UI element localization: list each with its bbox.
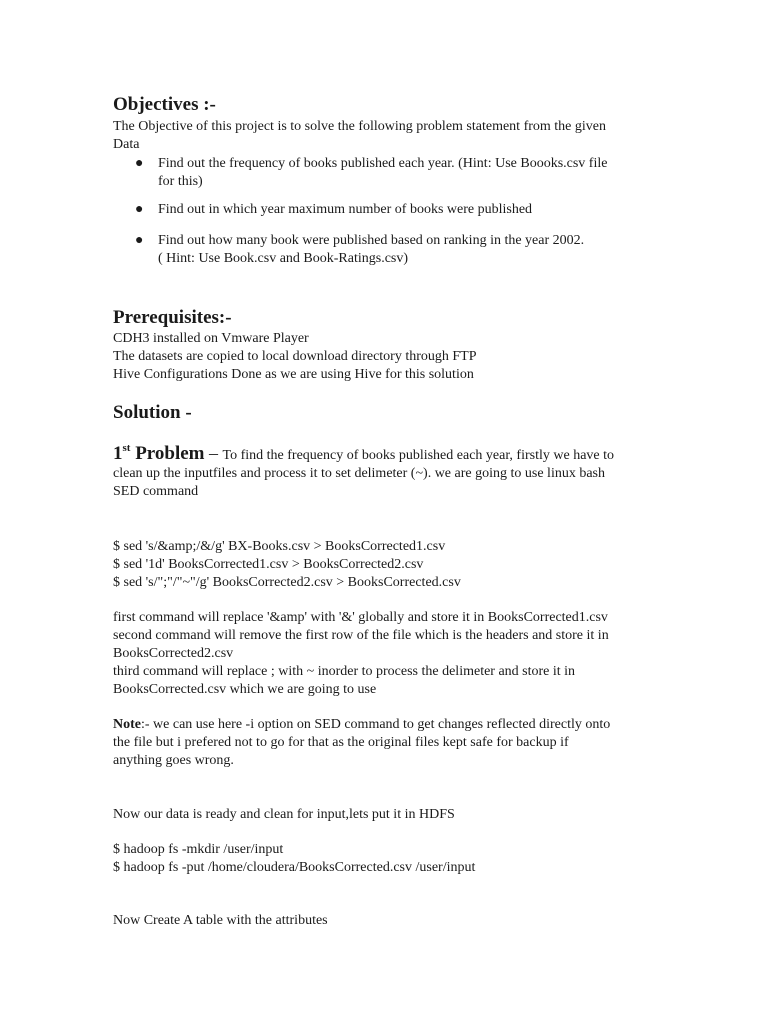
objective-item-3 xyxy=(113,232,658,268)
objectives-intro xyxy=(113,118,658,154)
hdfs-command-1: $ hadoop fs -mkdir /user/input xyxy=(113,842,284,857)
objective-1-line1: Find out the frequency of books published each year. (Hint: Use Boooks.csv file xyxy=(158,156,608,171)
prerequisite-1: CDH3 installed on Vmware Player xyxy=(113,331,309,346)
explanation-line-3: BooksCorrected2.csv xyxy=(113,646,234,661)
note-label: Note xyxy=(113,717,141,732)
hdfs-commands xyxy=(113,841,658,877)
sed-command-1: $ sed 's/&amp;/&/g' BX-Books.csv > BooksCorrected1.csv xyxy=(113,539,446,554)
problem-1-title xyxy=(113,443,205,464)
explanation-line-1: first command will replace '&amp' with '&' globally and store it in BooksCorrected1.csv xyxy=(113,610,608,625)
problem-number: 1 xyxy=(113,443,123,464)
problem-1-intro xyxy=(113,444,658,501)
prerequisite-3: Hive Configurations Done as we are using Hive for this solution xyxy=(113,367,474,382)
objective-item-2 xyxy=(113,201,658,219)
objective-3-line1: Find out how many book were published based on ranking in the year 2002. xyxy=(158,233,585,248)
objectives-intro-line1: The Objective of this project is to solve the following problem statement from the given xyxy=(113,119,606,134)
hdfs-command-2: $ hadoop fs -put /home/cloudera/BooksCorrected.csv /user/input xyxy=(113,860,476,875)
table-intro-text: Now Create A table with the attributes xyxy=(113,913,328,928)
table-intro xyxy=(113,912,658,930)
note-text-1: :- we can use here -i option on SED command to get changes reflected directly onto xyxy=(141,717,611,732)
solution-heading: Solution - xyxy=(113,402,192,423)
hdfs-intro-text: Now our data is ready and clean for input,lets put it in HDFS xyxy=(113,807,455,822)
objectives-heading: Objectives :- xyxy=(113,94,216,115)
note-line-1 xyxy=(113,716,658,734)
problem-1-text-line1: To find the frequency of books published each year, firstly we have to xyxy=(222,448,615,463)
objectives-list xyxy=(113,155,658,268)
objective-3-line2: ( Hint: Use Book.csv and Book-Ratings.csv) xyxy=(158,251,409,266)
objective-2-line1: Find out in which year maximum number of books were published xyxy=(158,202,533,217)
note-line-3: anything goes wrong. xyxy=(113,753,234,768)
sed-commands xyxy=(113,538,658,592)
hdfs-intro xyxy=(113,806,658,824)
bullet-icon: ● xyxy=(135,156,144,171)
bullet-icon: ● xyxy=(135,233,144,248)
explanation-line-4: third command will replace ; with ~ inorder to process the delimeter and store it in xyxy=(113,664,576,679)
explanation-line-5: BooksCorrected.csv which we are going to use xyxy=(113,682,377,697)
problem-1-text-line2: clean up the inputfiles and process it to set delimeter (~). we are going to use linux bash xyxy=(113,466,605,481)
note-line-2: the file but i prefered not to go for that as the original files kept safe for backup if xyxy=(113,735,569,750)
problem-dash: – xyxy=(204,443,223,463)
prerequisite-2: The datasets are copied to local download directory through FTP xyxy=(113,349,477,364)
objective-1-line2: for this) xyxy=(158,174,203,189)
explanation-line-2: second command will remove the first row of the file which is the headers and store it in xyxy=(113,628,609,643)
prerequisites-list xyxy=(113,330,658,384)
sed-command-3: $ sed 's/";"/"~"/g' BooksCorrected2.csv > BooksCorrected.csv xyxy=(113,575,461,590)
problem-1-text-line3: SED command xyxy=(113,484,199,499)
sed-command-2: $ sed '1d' BooksCorrected1.csv > BooksCorrected2.csv xyxy=(113,557,424,572)
problem-ordinal: st xyxy=(122,442,131,454)
note-paragraph xyxy=(113,716,658,770)
problem-1-first-line xyxy=(113,444,658,465)
objective-item-1 xyxy=(113,155,658,191)
problem-word: Problem xyxy=(135,443,205,464)
objectives-intro-line2: Data xyxy=(113,137,140,152)
command-explanations xyxy=(113,609,658,699)
prerequisites-heading: Prerequisites:- xyxy=(113,307,232,328)
bullet-icon: ● xyxy=(135,202,144,217)
